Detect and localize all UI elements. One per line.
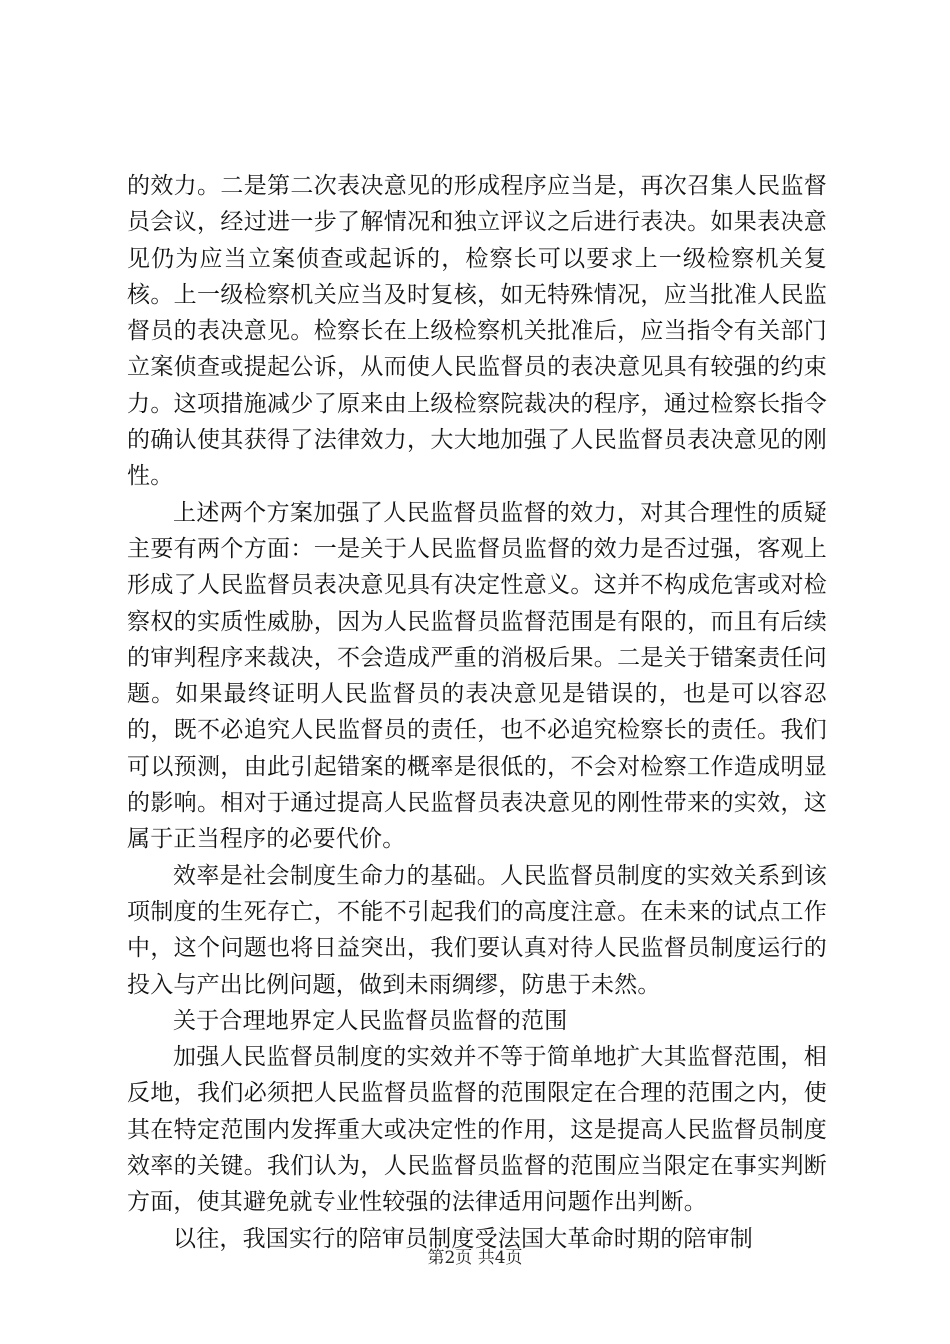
- body-text: [127, 168, 827, 1257]
- paragraph-continuation: 的效力。二是第二次表决意见的形成程序应当是，再次召集人民监督员会议，经过进一步了解情况和独立评议之后进行表决。如果表决意见仍为应当立案侦查或起诉的，检察长可以要求上一级检察机关复核。上一级检察机关应当及时复核，如无特殊情况，应当批准人民监督员的表决意见。检察长在上级检察机关批准后，应当指令有关部门立案侦查或提起公诉，从而使人民监督员的表决意见具有较强的约束力。这项措施减少了原来由上级检察院裁决的程序，通过检察长指令的确认使其获得了法律效力，大大地加强了人民监督员表决意见的刚性。: [127, 173, 827, 490]
- paragraph: 以往，我国实行的陪审员制度受法国大革命时期的陪审制: [173, 1225, 753, 1252]
- paragraph: 加强人民监督员制度的实效并不等于简单地扩大其监督范围，相反地，我们必须把人民监督员监督的范围限定在合理的范围之内，使其在特定范围内发挥重大或决定性的作用，这是提高人民监督员制度效率的关键。我们认为，人民监督员监督的范围应当限定在事实判断方面，使其避免就专业性较强的法律适用问题作出判断。: [127, 1044, 827, 1216]
- section-heading: 关于合理地界定人民监督员监督的范围: [173, 1007, 568, 1034]
- page-footer: 第2页 共4页: [427, 1248, 523, 1268]
- paragraph: 效率是社会制度生命力的基础。人民监督员制度的实效关系到该项制度的生死存亡，不能不引起我们的高度注意。在未来的试点工作中，这个问题也将日益突出，我们要认真对待人民监督员制度运行的投入与产出比例问题，做到未雨绸缪，防患于未然。: [127, 862, 827, 998]
- paragraph: 上述两个方案加强了人民监督员监督的效力，对其合理性的质疑主要有两个方面：一是关于人民监督员监督的效力是否过强，客观上形成了人民监督员表决意见具有决定性意义。这并不构成危害或对检察权的实质性威胁，因为人民监督员监督范围是有限的，而且有后续的审判程序来裁决，不会造成严重的消极后果。二是关于错案责任问题。如果最终证明人民监督员的表决意见是错误的，也是可以容忍的，既不必追究人民监督员的责任，也不必追究检察长的责任。我们可以预测，由此引起错案的概率是很低的，不会对检察工作造成明显的影响。相对于通过提高人民监督员表决意见的刚性带来的实效，这属于正当程序的必要代价。: [127, 499, 827, 853]
